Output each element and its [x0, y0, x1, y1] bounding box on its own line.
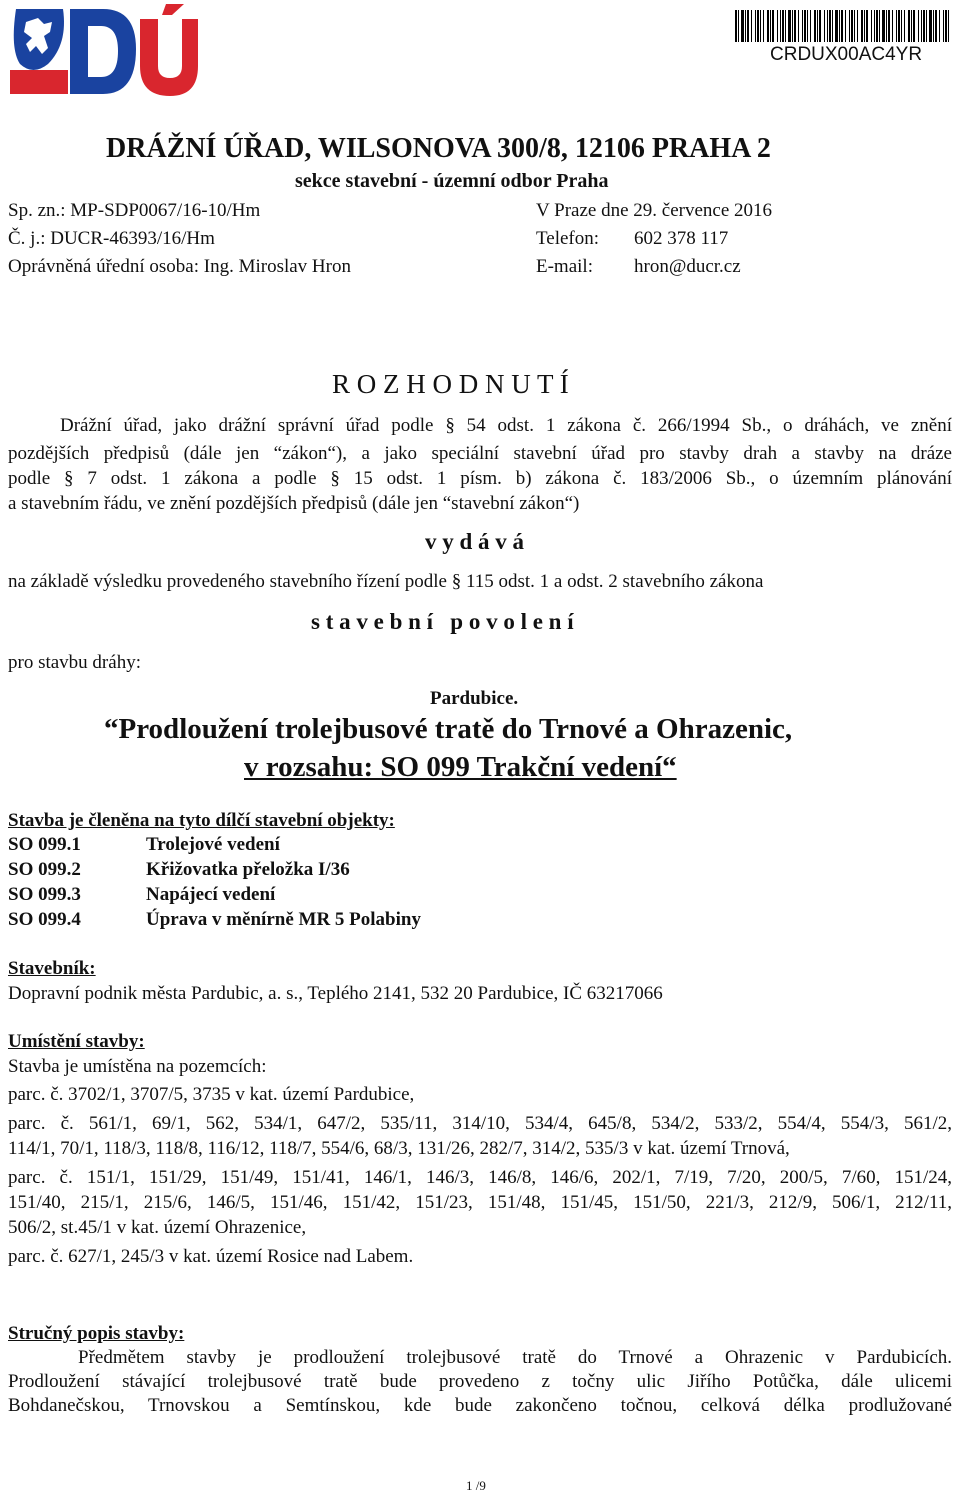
parcels-trnova-1: parc. č. 561/1, 69/1, 562, 534/1, 647/2, 535/11, 314/10, 534/4, 645/8, 534/2, 533/2, 554/4, 554/3, 561/2, — [8, 1113, 952, 1134]
file-number: Sp. zn.: MP-SDP0067/16-10/Hm — [8, 200, 261, 221]
object-name: Křižovatka přeložka I/36 — [146, 859, 350, 880]
description-line-3: Bohdanečskou, Trnovskou a Semtínskou, kde bude zakončeno točnou, celková délka prodlužované — [8, 1395, 952, 1416]
parcels-ohrazenice-2: 151/40, 215/1, 215/6, 146/5, 151/46, 151/42, 151/23, 151/48, 151/45, 151/50, 221/3, 212/9, 506/1, 212/11, — [8, 1192, 952, 1213]
date-line: V Praze dne 29. července 2016 — [536, 200, 772, 221]
objects-heading: Stavba je členěna na tyto dílčí stavební objekty: — [8, 810, 395, 831]
parcels-pardubice: parc. č. 3702/1, 3707/5, 3735 v kat. území Pardubice, — [8, 1084, 415, 1105]
intro-line-4: a stavebním řádu, ve znění pozdějších předpisů (dále jen “stavební zákon“) — [8, 493, 580, 514]
phone-value: 602 378 117 — [634, 228, 729, 249]
parcels-rosice: parc. č. 627/1, 245/3 v kat. území Rosice nad Labem. — [8, 1246, 414, 1267]
barcode-icon — [735, 10, 953, 42]
object-name: Trolejové vedení — [146, 834, 280, 855]
permit-word: s t a v e b n í p o v o l e n í — [311, 609, 574, 634]
ducr-logo — [8, 4, 198, 104]
office-title: DRÁŽNÍ ÚŘAD, WILSONOVA 300/8, 12106 PRAHA 2 — [106, 133, 771, 164]
lion-emblem-icon — [10, 9, 68, 94]
phone-label: Telefon: — [536, 228, 600, 249]
basis-line: na základě výsledku provedeného stavebního řízení podle § 115 odst. 1 a odst. 2 stavebního zákona — [8, 571, 764, 592]
issues-word: v y d á v á — [425, 529, 525, 554]
intro-line-3: podle § 7 odst. 1 zákona a podle § 15 odst. 1 písm. b) zákona č. 183/2006 Sb., o územním plánování — [8, 468, 952, 489]
object-name: Úprava v měnírně MR 5 Polabiny — [146, 909, 421, 930]
place-name: Pardubice. — [430, 688, 519, 709]
location-heading: Umístění stavby: — [8, 1031, 145, 1052]
object-code: SO 099.2 — [8, 859, 81, 880]
location-intro: Stavba je umístěna na pozemcích: — [8, 1056, 267, 1077]
builder-heading: Stavebník: — [8, 958, 96, 979]
object-code: SO 099.3 — [8, 884, 81, 905]
email-label: E-mail: — [536, 256, 593, 277]
intro-line-1: Drážní úřad, jako drážní správní úřad podle § 54 odst. 1 zákona č. 266/1994 Sb., o dráhách, ve znění — [60, 415, 952, 436]
description-line-2: Prodloužení stávající trolejbusové tratě bude provedeno z točny ulic Jiřího Potůčka, dále ulicemi — [8, 1371, 952, 1392]
page-number: 1 /9 — [466, 1478, 486, 1493]
office-subtitle: sekce stavební - územní odbor Praha — [295, 170, 609, 192]
official-person: Oprávněná úřední osoba: Ing. Miroslav Hron — [8, 256, 351, 277]
decision-heading: R O Z H O D N U T Í — [332, 369, 569, 399]
object-name: Napájecí vedení — [146, 884, 276, 905]
description-heading: Stručný popis stavby: — [8, 1323, 185, 1344]
logo-letters — [70, 4, 198, 96]
object-code: SO 099.1 — [8, 834, 81, 855]
barcode-text: CRDUX00AC4YR — [770, 44, 923, 65]
parcels-ohrazenice-1: parc. č. 151/1, 151/29, 151/49, 151/41, 146/1, 146/3, 146/8, 146/6, 202/1, 7/19, 7/20, 200/5, 7/60, 151/24, — [8, 1167, 952, 1188]
project-title-1: “Prodloužení trolejbusové tratě do Trnové a Ohrazenic, — [104, 713, 793, 745]
parcels-ohrazenice-3: 506/2, st.45/1 v kat. území Ohrazenice, — [8, 1217, 307, 1238]
project-title-2: v rozsahu: SO 099 Trakční vedení“ — [244, 751, 677, 783]
object-code: SO 099.4 — [8, 909, 81, 930]
reference-number: Č. j.: DUCR-46393/16/Hm — [8, 228, 215, 249]
email-value: hron@ducr.cz — [634, 256, 741, 277]
for-construction-label: pro stavbu dráhy: — [8, 652, 141, 673]
builder-text: Dopravní podnik města Pardubic, a. s., Teplého 2141, 532 20 Pardubice, IČ 63217066 — [8, 983, 663, 1004]
description-line-1: Předmětem stavby je prodloužení trolejbusové tratě do Trnové a Ohrazenic v Pardubicích. — [78, 1347, 952, 1368]
parcels-trnova-2: 114/1, 70/1, 118/3, 118/8, 116/12, 118/7, 554/6, 68/3, 131/26, 282/7, 314/2, 535/3 v kat. území Trnová, — [8, 1138, 790, 1159]
intro-line-2: pozdějších předpisů (dále jen “zákon“), a jako speciální stavební úřad pro stavby drah a stavby na dráze — [8, 443, 952, 464]
